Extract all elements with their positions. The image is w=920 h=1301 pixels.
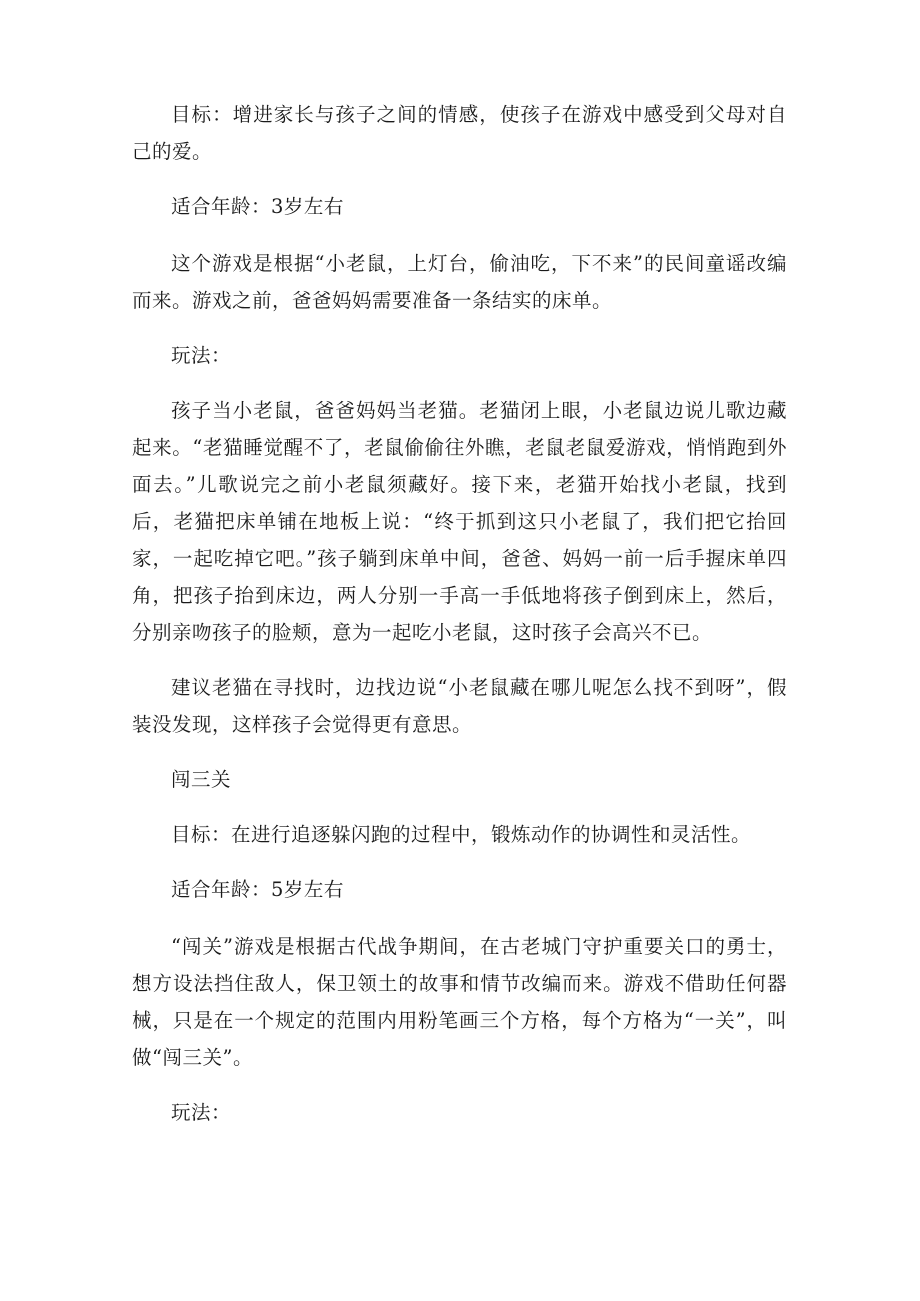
section-title-2: 闯三关: [171, 768, 232, 791]
howto-paragraph-1: 孩子当小老鼠，爸爸妈妈当老猫。老猫闭上眼，小老鼠边说儿歌边藏起来。“老猫睡觉醒不了，老鼠偷偷往外瞧，老鼠老鼠爱游戏，悄悄跑到外面去。”儿歌说完之前小老鼠须藏好。接下来，老猫开始找小老鼠，找到后，老猫把床单铺在地板上说：“终于抓到这只小老鼠了，我们把它抬回家，一起吃掉它吧。”孩子躺到床单中间，爸爸、妈妈一前一后手握床单四角，把孩子抬到床边，两人分别一手高一手低地将孩子倒到床上，然后，分别亲吻孩子的脸颊，意为一起吃小老鼠，这时孩子会高兴不已。: [132, 399, 787, 644]
age-paragraph-2: 适合年龄：5岁左右: [171, 878, 344, 901]
howto-heading-1: 玩法：: [171, 344, 232, 367]
howto-heading-2: 玩法：: [171, 1101, 232, 1124]
goal-paragraph-1: 目标：增进家长与孩子之间的情感，使孩子在游戏中感受到父母对自己的爱。: [132, 103, 787, 163]
intro-paragraph-1: 这个游戏是根据“小老鼠，上灯台，偷油吃，下不来”的民间童谣改编而来。游戏之前，爸爸妈妈需要准备一条结实的床单。: [132, 252, 787, 312]
tip-paragraph-1: 建议老猫在寻找时，边找边说“小老鼠藏在哪儿呢怎么找不到呀”，假装没发现，这样孩子会觉得更有意思。: [132, 676, 787, 736]
intro-paragraph-2: “闯关”游戏是根据古代战争期间，在古老城门守护重要关口的勇士，想方设法挡住敌人，保卫领土的故事和情节改编而来。游戏不借助任何器械，只是在一个规定的范围内用粉笔画三个方格，每个方格为“一关”，叫做“闯三关”。: [132, 935, 787, 1069]
document-body: [132, 96, 787, 1131]
goal-paragraph-2: 目标：在进行追逐躲闪跑的过程中，锻炼动作的协调性和灵活性。: [171, 823, 752, 846]
age-paragraph-1: 适合年龄：3岁左右: [171, 195, 344, 218]
